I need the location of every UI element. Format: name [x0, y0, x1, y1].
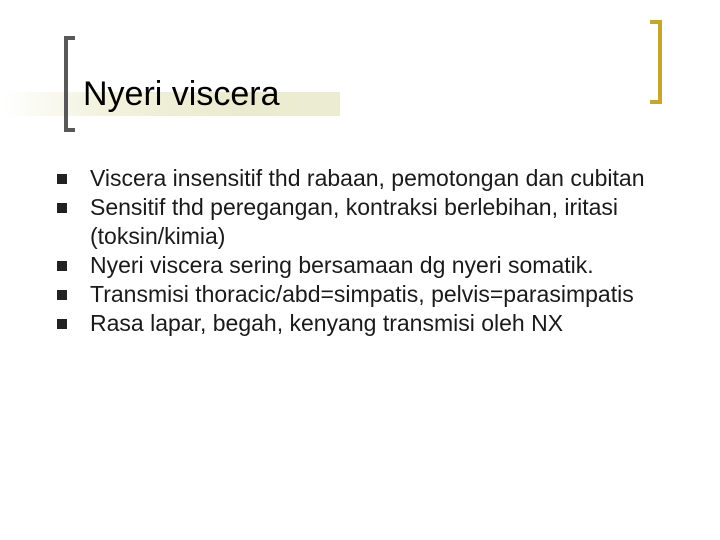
bullet-text: Rasa lapar, begah, kenyang transmisi oleh NX [90, 310, 564, 336]
square-bullet-icon [57, 319, 67, 329]
bullet-text: Sensitif thd peregangan, kontraksi berlebihan, iritasi (toksin/kimia) [90, 194, 619, 249]
bullet-text: Nyeri viscera sering bersamaan dg nyeri somatik. [90, 252, 594, 278]
slide-title: Nyeri viscera [83, 75, 280, 113]
bullet-item [56, 193, 696, 251]
left-bracket-decoration [64, 36, 75, 132]
bullet-item [56, 164, 696, 193]
bullet-item [56, 280, 696, 309]
square-bullet-icon [57, 174, 67, 184]
bullet-list [56, 164, 696, 338]
bullet-text: Transmisi thoracic/abd=simpatis, pelvis=parasimpatis [90, 281, 634, 307]
right-bracket-decoration [650, 20, 662, 104]
square-bullet-icon [57, 261, 67, 271]
square-bullet-icon [57, 290, 67, 300]
bullet-text: Viscera insensitif thd rabaan, pemotongan dan cubitan [90, 165, 645, 191]
square-bullet-icon [57, 203, 67, 213]
bullet-item [56, 251, 696, 280]
bullet-item [56, 309, 696, 338]
